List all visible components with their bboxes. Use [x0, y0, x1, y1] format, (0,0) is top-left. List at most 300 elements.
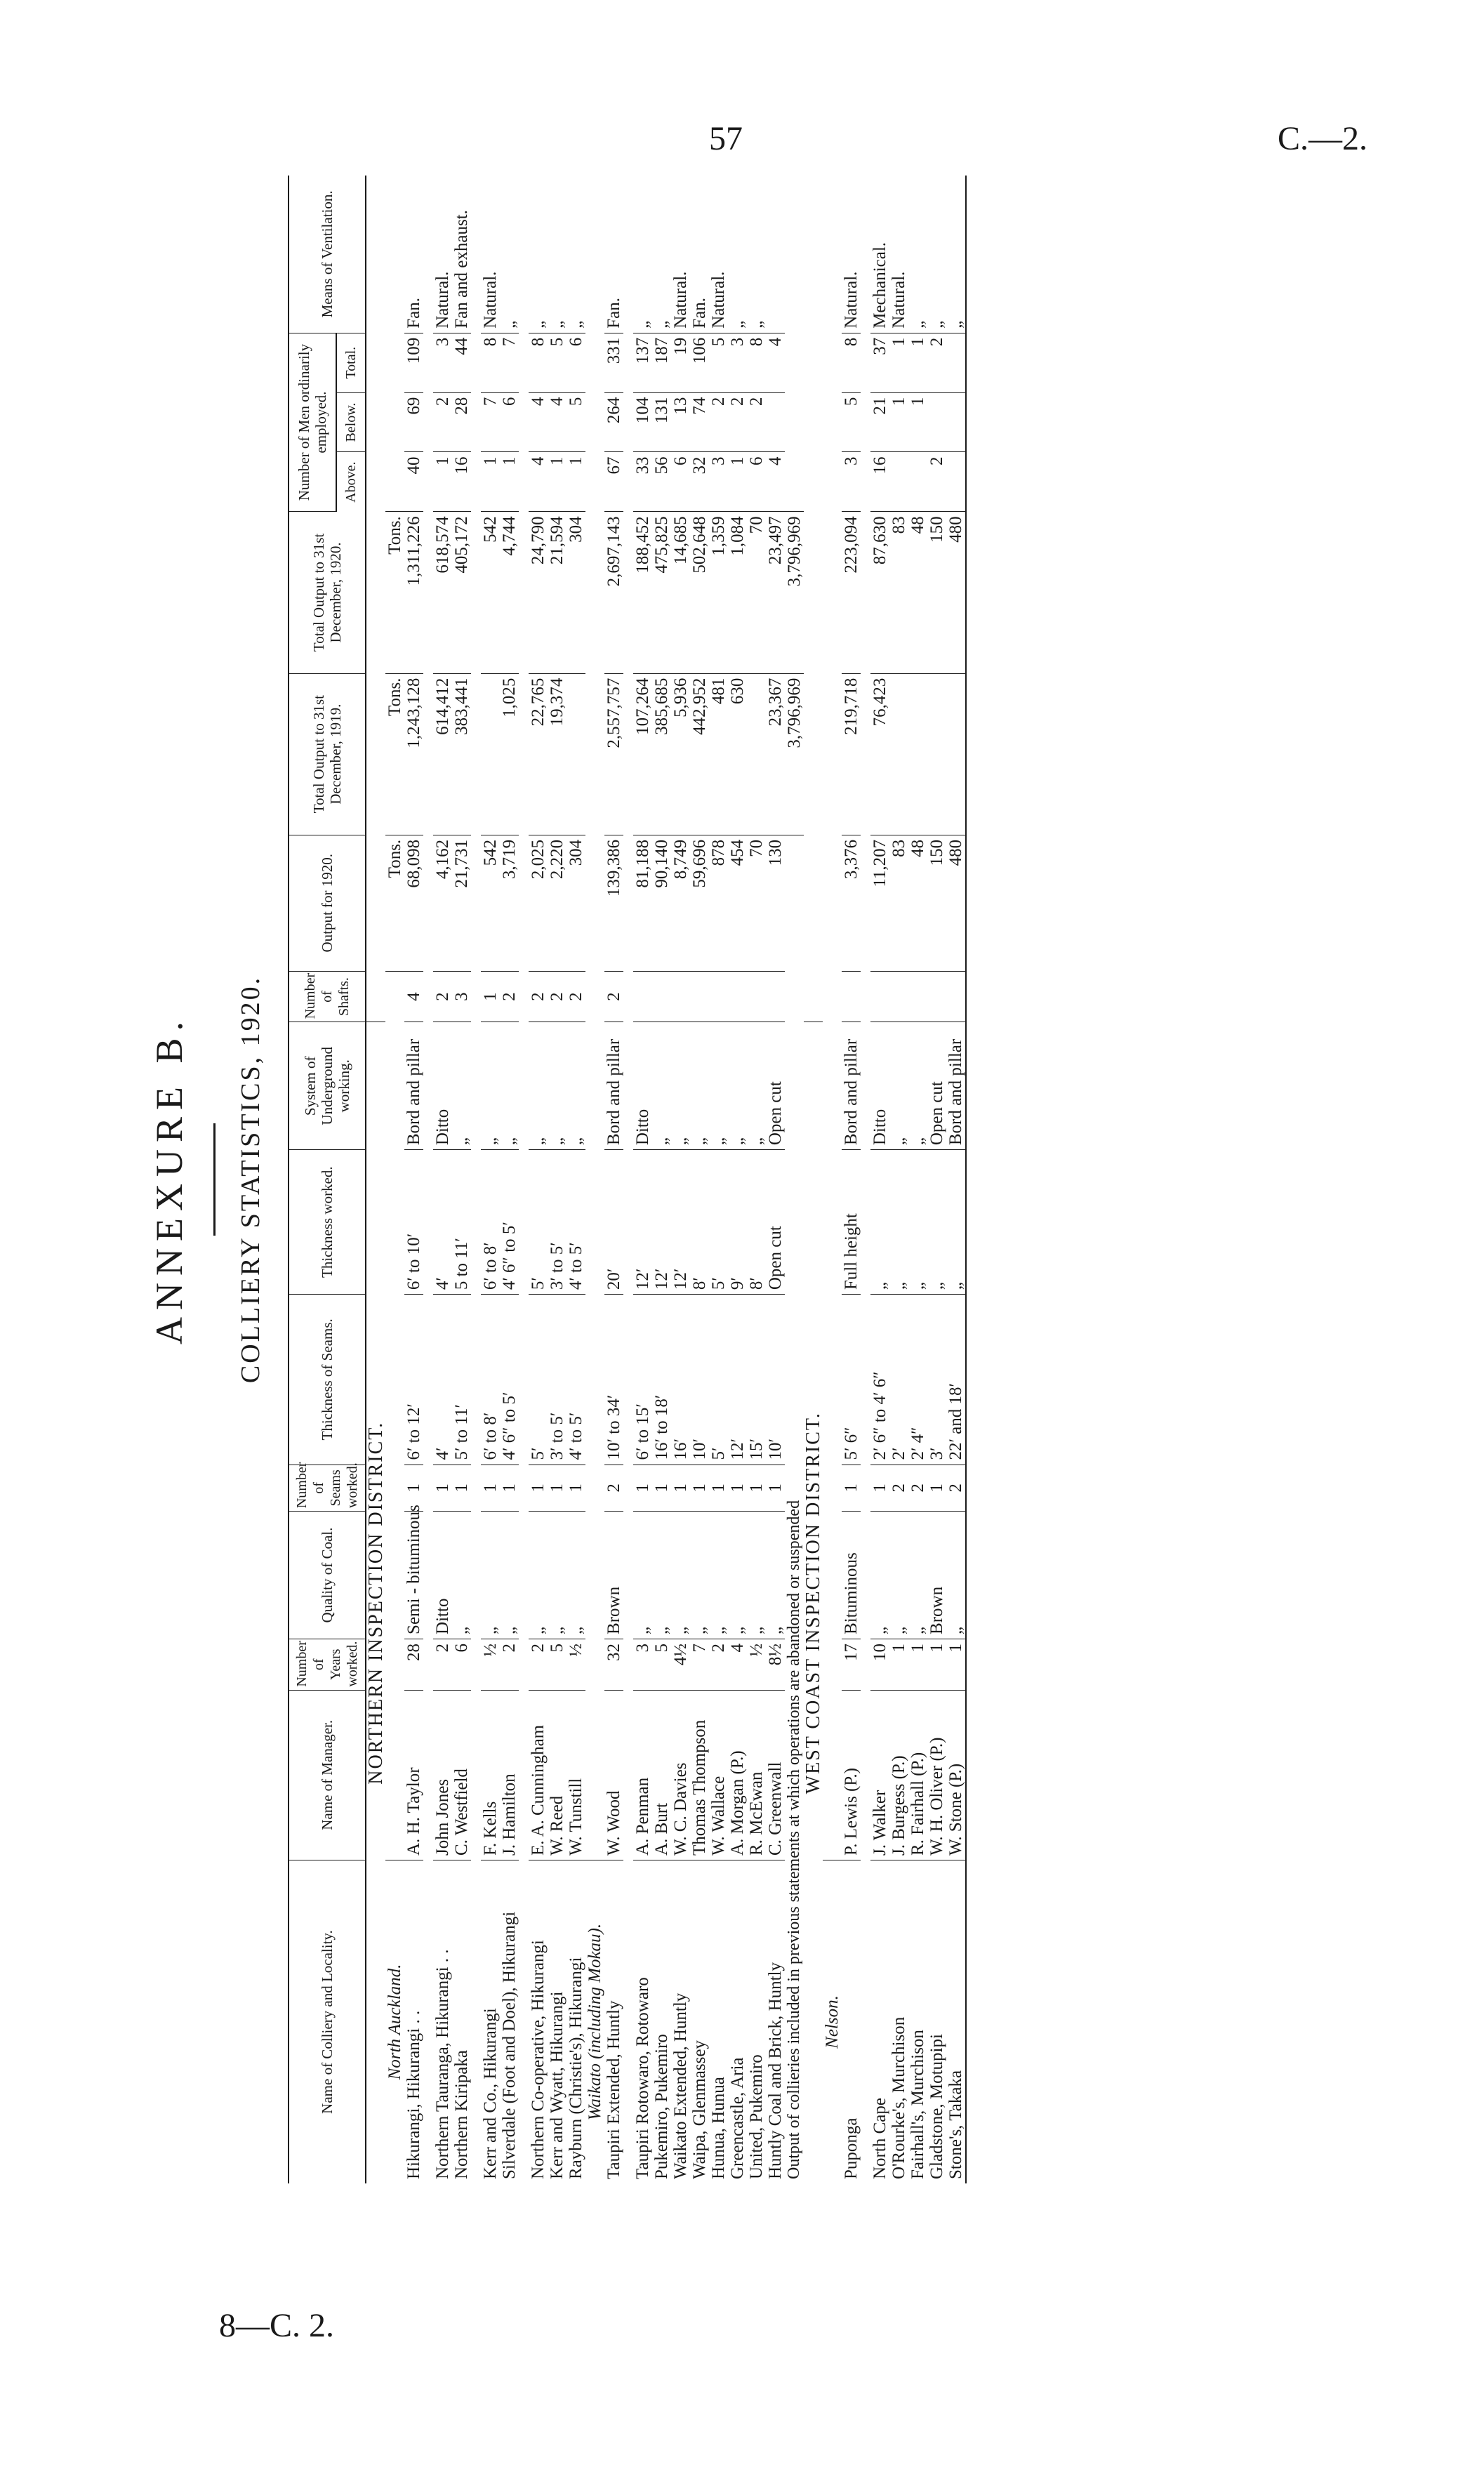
- table-row: [633, 176, 652, 2183]
- table-cell: 23,497: [766, 512, 785, 673]
- table-cell: 3′ to 5′: [548, 1295, 567, 1465]
- table-cell: 40: [404, 452, 423, 512]
- table-cell: Open cut: [927, 1022, 946, 1150]
- table-cell: 22′ and 18′: [946, 1295, 966, 1465]
- table-cell: C. Greenwall: [766, 1690, 785, 1860]
- table-cell: Northern Co-operative, Hikurangi: [529, 1940, 548, 2179]
- region-label: North Auckland.: [385, 1964, 404, 2080]
- table-cell: A. Penman: [633, 1690, 652, 1860]
- table-cell: 6: [567, 333, 585, 392]
- table-cell: 2: [529, 1639, 548, 1690]
- table-cell: 630: [728, 673, 747, 835]
- table-cell: „: [728, 1022, 747, 1150]
- table-cell: 14,685: [671, 512, 690, 673]
- region-label: Nelson.: [823, 1995, 842, 2049]
- row-gap: [519, 176, 529, 2183]
- table-cell: „: [908, 1150, 927, 1295]
- table-cell: „: [927, 1150, 946, 1295]
- table-row: [842, 176, 861, 2183]
- table-cell: 1: [889, 392, 908, 452]
- table-cell: 21,594: [548, 512, 567, 673]
- table-cell: 70: [747, 512, 766, 673]
- table-cell: 4: [548, 392, 567, 452]
- table-cell: Bord and pillar: [604, 1022, 623, 1150]
- table-cell: 188,452: [633, 512, 652, 673]
- table-cell: [747, 673, 766, 835]
- table-cell: 2: [927, 333, 946, 392]
- table-cell: 6′ to 12′: [404, 1295, 423, 1465]
- table-cell: „: [709, 1512, 728, 1639]
- table-body: [366, 176, 966, 2183]
- table-cell: „: [567, 176, 585, 333]
- table-cell: Huntly Coal and Brick, Huntly: [766, 1962, 785, 2179]
- table-cell: 878: [709, 835, 728, 971]
- header-system: System of Underground working.: [289, 1022, 366, 1150]
- table-cell: 8: [842, 333, 861, 392]
- table-cell: Puponga: [842, 2117, 861, 2179]
- table-cell: 3′: [927, 1295, 946, 1465]
- table-cell: 17: [842, 1639, 861, 1690]
- header-output: Output for 1920.: [289, 835, 366, 971]
- table-cell: [889, 673, 908, 835]
- table-cell: 4′ 6″ to 5′: [500, 1150, 519, 1295]
- table-cell: 56: [652, 452, 671, 512]
- table-row: [747, 176, 766, 2183]
- table-cell: 6′ to 8′: [481, 1295, 500, 1465]
- table-cell: Semi - bituminous: [404, 1512, 423, 1639]
- table-cell: 383,441: [452, 673, 471, 835]
- table-cell: Stone's, Takaka: [946, 1860, 966, 2184]
- table-cell: [766, 392, 785, 452]
- table-cell: „: [671, 1022, 690, 1150]
- table-cell: 6′ to 10′: [404, 1150, 423, 1295]
- region-spacer: [823, 176, 842, 1860]
- table-cell: 7: [481, 392, 500, 452]
- table-cell: 2,557,757: [604, 673, 623, 835]
- table-row: [889, 176, 908, 2183]
- table-cell: 2: [604, 1465, 623, 1512]
- table-cell: Full height: [842, 1150, 861, 1295]
- table-row: [870, 176, 889, 2183]
- table-cell: „: [870, 1150, 889, 1295]
- table-cell: J. Burgess (P.): [889, 1690, 908, 1860]
- row-gap: [471, 176, 481, 2183]
- table-cell: 2: [433, 392, 452, 452]
- header-manager: Name of Manager.: [289, 1690, 366, 1860]
- header-men-group: Number of Men ordinarily employed.: [289, 333, 336, 512]
- table-cell: 1: [452, 1465, 471, 1512]
- table-cell: 87,630: [870, 512, 889, 673]
- table-cell: Waikato Extended, Huntly: [671, 1992, 690, 2179]
- table-cell: 8′: [747, 1150, 766, 1295]
- table-cell: 2′ 6″ to 4′ 6″: [870, 1295, 889, 1465]
- table-cell: 1: [671, 1465, 690, 1512]
- header-total-1920: Total Output to 31st December, 1920.: [289, 512, 366, 673]
- table-cell: Bord and pillar: [404, 1022, 423, 1150]
- table-cell: 3: [452, 971, 471, 1022]
- table-cell: 5′: [709, 1150, 728, 1295]
- table-cell: [946, 971, 966, 1022]
- table-cell: Kerr and Co., Hikurangi: [481, 2008, 500, 2179]
- table-cell: 8,749: [671, 835, 690, 971]
- table-cell: 2: [500, 971, 519, 1022]
- table-cell: 3,719: [500, 835, 519, 971]
- table-cell: 8: [747, 333, 766, 392]
- table-cell: 1: [842, 1465, 861, 1512]
- table-row: [690, 176, 709, 2183]
- table-cell: 1: [567, 452, 585, 512]
- table-cell: 1: [927, 1465, 946, 1512]
- table-cell: 21: [870, 392, 889, 452]
- tons-unit: Tons.: [385, 673, 404, 835]
- table-cell: 331: [604, 333, 623, 392]
- table-cell: Thomas Thompson: [690, 1690, 709, 1860]
- table-cell: 4′: [433, 1150, 452, 1295]
- table-cell: „: [652, 1512, 671, 1639]
- table-cell: [671, 971, 690, 1022]
- table-cell: 81,188: [633, 835, 652, 971]
- table-cell: Fan.: [404, 176, 423, 333]
- table-cell: 2: [500, 1639, 519, 1690]
- table-cell: „: [529, 1022, 548, 1150]
- note-row: [785, 176, 804, 2183]
- table-cell: 614,412: [433, 673, 452, 835]
- table-cell: 131: [652, 392, 671, 452]
- table-cell: 1,311,226: [404, 512, 423, 673]
- table-cell: 4′ to 5′: [567, 1295, 585, 1465]
- table-cell: 5′: [529, 1150, 548, 1295]
- region-heading: [823, 176, 842, 2183]
- table-cell: W. Stone (P.): [946, 1690, 966, 1860]
- table-cell: 83: [889, 835, 908, 971]
- header-above: Above.: [336, 452, 366, 512]
- table-cell: „: [452, 1022, 471, 1150]
- table-cell: Brown: [604, 1512, 623, 1639]
- table-cell: P. Lewis (P.): [842, 1690, 861, 1860]
- table-cell: Bord and pillar: [842, 1022, 861, 1150]
- table-cell: United, Pukemiro: [747, 2054, 766, 2179]
- table-cell: Bord and pillar: [946, 1022, 966, 1150]
- table-row: [433, 176, 452, 2183]
- row-gap: [861, 176, 870, 2183]
- table-cell: Waipa, Glenmassey: [690, 2040, 709, 2179]
- table-cell: Ditto: [433, 1022, 452, 1150]
- table-cell: E. A. Cunningham: [529, 1690, 548, 1860]
- table-cell: „: [690, 1022, 709, 1150]
- table-cell: [908, 673, 927, 835]
- table-title: COLLIERY STATISTICS, 1920.: [236, 975, 265, 1384]
- table-cell: „: [908, 176, 927, 333]
- table-cell: 223,094: [842, 512, 861, 673]
- table-cell: 480: [946, 835, 966, 971]
- table-cell: 1: [481, 1465, 500, 1512]
- table-cell: Natural.: [433, 176, 452, 333]
- table-cell: F. Kells: [481, 1690, 500, 1860]
- table-cell: 187: [652, 333, 671, 392]
- header-below: Below.: [336, 392, 366, 452]
- table-cell: „: [870, 1512, 889, 1639]
- table-cell: 219,718: [842, 673, 861, 835]
- table-cell: Northern Tauranga, Hikurangi . .: [433, 1949, 452, 2179]
- annex-title: ANNEXURE B.: [148, 1014, 190, 1344]
- table-cell: Natural.: [709, 176, 728, 333]
- table-row: [548, 176, 567, 2183]
- table-cell: J. Walker: [870, 1690, 889, 1860]
- table-cell: 44: [452, 333, 471, 392]
- region-spacer: [585, 176, 604, 1860]
- header-seams: Number of Seams worked.: [289, 1465, 366, 1512]
- table-cell: [927, 971, 946, 1022]
- table-cell: North Cape: [870, 2098, 889, 2179]
- table-cell: 1: [500, 452, 519, 512]
- table-cell: 4: [728, 1639, 747, 1690]
- table-cell: 20′: [604, 1150, 623, 1295]
- tons-unit: Tons.: [385, 512, 404, 673]
- table-cell: „: [747, 176, 766, 333]
- table-cell: 3: [842, 452, 861, 512]
- table-cell: 28: [404, 1639, 423, 1690]
- table-cell: R. Fairhall (P.): [908, 1690, 927, 1860]
- table-cell: „: [766, 1512, 785, 1639]
- table-cell: W. C. Davies: [671, 1690, 690, 1860]
- table-cell: 4,162: [433, 835, 452, 971]
- table-cell: 1: [529, 1465, 548, 1512]
- table-cell: 106: [690, 333, 709, 392]
- table-cell: 10′ to 34′: [604, 1295, 623, 1465]
- table-cell: 3′ to 5′: [548, 1150, 567, 1295]
- table-cell: 1: [908, 333, 927, 392]
- table-cell: 4: [404, 971, 423, 1022]
- table-cell: C. Westfield: [452, 1690, 471, 1860]
- table-cell: 2,025: [529, 835, 548, 971]
- table-cell: [946, 452, 966, 512]
- table-cell: 5′: [529, 1295, 548, 1465]
- table-cell: 304: [567, 512, 585, 673]
- table-cell: [889, 971, 908, 1022]
- table-cell: 1: [433, 452, 452, 512]
- table-cell: 385,685: [652, 673, 671, 835]
- table-cell: Fan.: [604, 176, 623, 333]
- table-cell: ½: [567, 1639, 585, 1690]
- table-cell: 16: [452, 452, 471, 512]
- title-rule: [213, 1123, 216, 1236]
- document-code: C.—2.: [1278, 120, 1368, 157]
- table-cell: „: [889, 1022, 908, 1150]
- table-cell: 1: [652, 1465, 671, 1512]
- table-cell: W. H. Oliver (P.): [927, 1690, 946, 1860]
- table-cell: 1: [889, 1639, 908, 1690]
- colliery-statistics-table: [288, 176, 967, 2183]
- table-cell: 22,765: [529, 673, 548, 835]
- table-cell: Hunua, Hunua: [709, 2077, 728, 2179]
- table-cell: 107,264: [633, 673, 652, 835]
- table-cell: „: [452, 1512, 471, 1639]
- table-cell: 542: [481, 835, 500, 971]
- table-cell: Fan.: [690, 176, 709, 333]
- table-cell: 1: [889, 333, 908, 392]
- table-cell: 5 to 11′: [452, 1150, 471, 1295]
- table-cell: Taupiri Rotowaro, Rotowaro: [633, 1977, 652, 2179]
- table-cell: Fan and exhaust.: [452, 176, 471, 333]
- table-cell: „: [946, 1150, 966, 1295]
- table-cell: 23,367: [766, 673, 785, 835]
- table-cell: [927, 673, 946, 835]
- district-spacer: [804, 176, 823, 1022]
- table-cell: 67: [604, 452, 623, 512]
- table-cell: 5: [652, 1639, 671, 1690]
- table-cell: „: [908, 1022, 927, 1150]
- table-cell: 1: [747, 1465, 766, 1512]
- table-cell: 48: [908, 835, 927, 971]
- table-cell: Hikurangi, Hikurangi . .: [404, 2010, 423, 2179]
- table-cell: 5: [548, 333, 567, 392]
- table-cell: Natural.: [481, 176, 500, 333]
- header-name: Name of Colliery and Locality.: [289, 1860, 366, 2184]
- table-cell: A. H. Taylor: [404, 1690, 423, 1860]
- table-cell: „: [709, 1022, 728, 1150]
- table-cell: „: [747, 1512, 766, 1639]
- table-cell: 1: [690, 1465, 709, 1512]
- table-cell: 1: [481, 971, 500, 1022]
- table-cell: 1: [870, 1465, 889, 1512]
- table-cell: 542: [481, 512, 500, 673]
- table-cell: [908, 971, 927, 1022]
- table-cell: Natural.: [889, 176, 908, 333]
- table-cell: ½: [747, 1639, 766, 1690]
- table-cell: 21,731: [452, 835, 471, 971]
- table-cell: [927, 392, 946, 452]
- table-cell: [946, 333, 966, 392]
- table-cell: O'Rourke's, Murchison: [889, 2016, 908, 2179]
- table-cell: 2: [709, 1639, 728, 1690]
- region-spacer: [385, 176, 404, 512]
- note-text: Output of collieries included in previous statements at which operations are abandoned or suspended: [785, 1500, 803, 2179]
- header-ventilation: Means of Ventilation.: [289, 176, 366, 333]
- table-cell: 33: [633, 452, 652, 512]
- table-cell: „: [481, 1512, 500, 1639]
- tons-unit: Tons.: [385, 835, 404, 971]
- table-cell: 10′: [690, 1295, 709, 1465]
- table-cell: [946, 673, 966, 835]
- table-cell: 5′: [709, 1295, 728, 1465]
- table-cell: 618,574: [433, 512, 452, 673]
- table-cell: „: [652, 176, 671, 333]
- table-cell: 1: [908, 392, 927, 452]
- table-cell: 12′: [671, 1150, 690, 1295]
- table-cell: 1: [709, 1465, 728, 1512]
- row-gap: [623, 176, 633, 2183]
- table-cell: 4,744: [500, 512, 519, 673]
- table-cell: 2: [747, 392, 766, 452]
- table-cell: 6: [452, 1639, 471, 1690]
- table-cell: [889, 452, 908, 512]
- table-cell: Ditto: [870, 1022, 889, 1150]
- table-cell: John Jones: [433, 1690, 452, 1860]
- table-cell: 4: [766, 333, 785, 392]
- table-row: [709, 176, 728, 2183]
- table-cell: 37: [870, 333, 889, 392]
- table-cell: 481: [709, 673, 728, 835]
- table-cell: 2′ 4″: [908, 1295, 927, 1465]
- table-cell: Gladstone, Motupipi: [927, 2034, 946, 2179]
- table-cell: Silverdale (Foot and Doel), Hikurangi: [500, 1911, 519, 2179]
- table-cell: „: [500, 1512, 519, 1639]
- table-cell: Open cut: [766, 1150, 785, 1295]
- table-cell: [908, 452, 927, 512]
- table-cell: „: [481, 1022, 500, 1150]
- table-cell: „: [567, 1022, 585, 1150]
- table-cell: 90,140: [652, 835, 671, 971]
- table-cell: [870, 971, 889, 1022]
- note-total-1919: 3,796,969: [785, 673, 804, 835]
- table-cell: 1,359: [709, 512, 728, 673]
- rotated-page-content: [147, 176, 1341, 2183]
- table-cell: „: [889, 1150, 908, 1295]
- table-cell: „: [728, 176, 747, 333]
- table-cell: [481, 673, 500, 835]
- table-cell: 1: [908, 1639, 927, 1690]
- table-cell: 2: [433, 1639, 452, 1690]
- header-total-1919: Total Output to 31st December, 1919.: [289, 673, 366, 835]
- table-cell: Kerr and Wyatt, Hikurangi: [548, 1991, 567, 2179]
- table-cell: 2: [529, 971, 548, 1022]
- table-cell: „: [908, 1512, 927, 1639]
- table-cell: 10: [870, 1639, 889, 1690]
- table-cell: Taupiri Extended, Huntly: [604, 2000, 623, 2179]
- table-cell: „: [889, 1512, 908, 1639]
- row-gap: [423, 176, 433, 2183]
- table-cell: 5′ to 11′: [452, 1295, 471, 1465]
- table-cell: 3: [633, 1639, 652, 1690]
- table-cell: „: [529, 1512, 548, 1639]
- table-cell: W. Wallace: [709, 1690, 728, 1860]
- table-cell: 6: [500, 392, 519, 452]
- gap-cell: [861, 176, 870, 2183]
- table-cell: 19: [671, 333, 690, 392]
- table-cell: 12′: [728, 1295, 747, 1465]
- table-cell: 16′ to 18′: [652, 1295, 671, 1465]
- sheet-signature: 8—C. 2.: [219, 2307, 335, 2344]
- table-cell: 12′: [652, 1150, 671, 1295]
- table-cell: 1,084: [728, 512, 747, 673]
- table-row: [927, 176, 946, 2183]
- table-cell: 502,648: [690, 512, 709, 673]
- table-cell: 454: [728, 835, 747, 971]
- table-cell: 13: [671, 392, 690, 452]
- table-cell: „: [548, 1512, 567, 1639]
- table-cell: 10′: [766, 1295, 785, 1465]
- table-cell: 1,243,128: [404, 673, 423, 835]
- gap-cell: [519, 176, 529, 2183]
- table-cell: 1: [946, 1639, 966, 1690]
- table-cell: 3: [433, 333, 452, 392]
- table-cell: 32: [690, 452, 709, 512]
- table-cell: „: [728, 1512, 747, 1639]
- header-row: [289, 176, 336, 2183]
- table-cell: [766, 176, 785, 333]
- table-cell: 104: [633, 392, 652, 452]
- table-cell: 7: [500, 333, 519, 392]
- table-cell: W. Wood: [604, 1690, 623, 1860]
- table-cell: 1: [766, 1465, 785, 1512]
- region-heading: [585, 176, 604, 2183]
- table-cell: 5: [567, 392, 585, 452]
- table-cell: 6′ to 15′: [633, 1295, 652, 1465]
- table-cell: 4′ 6″ to 5′: [500, 1295, 519, 1465]
- table-cell: 5′ 6″: [842, 1295, 861, 1465]
- table-cell: 2: [927, 452, 946, 512]
- table-cell: 304: [567, 835, 585, 971]
